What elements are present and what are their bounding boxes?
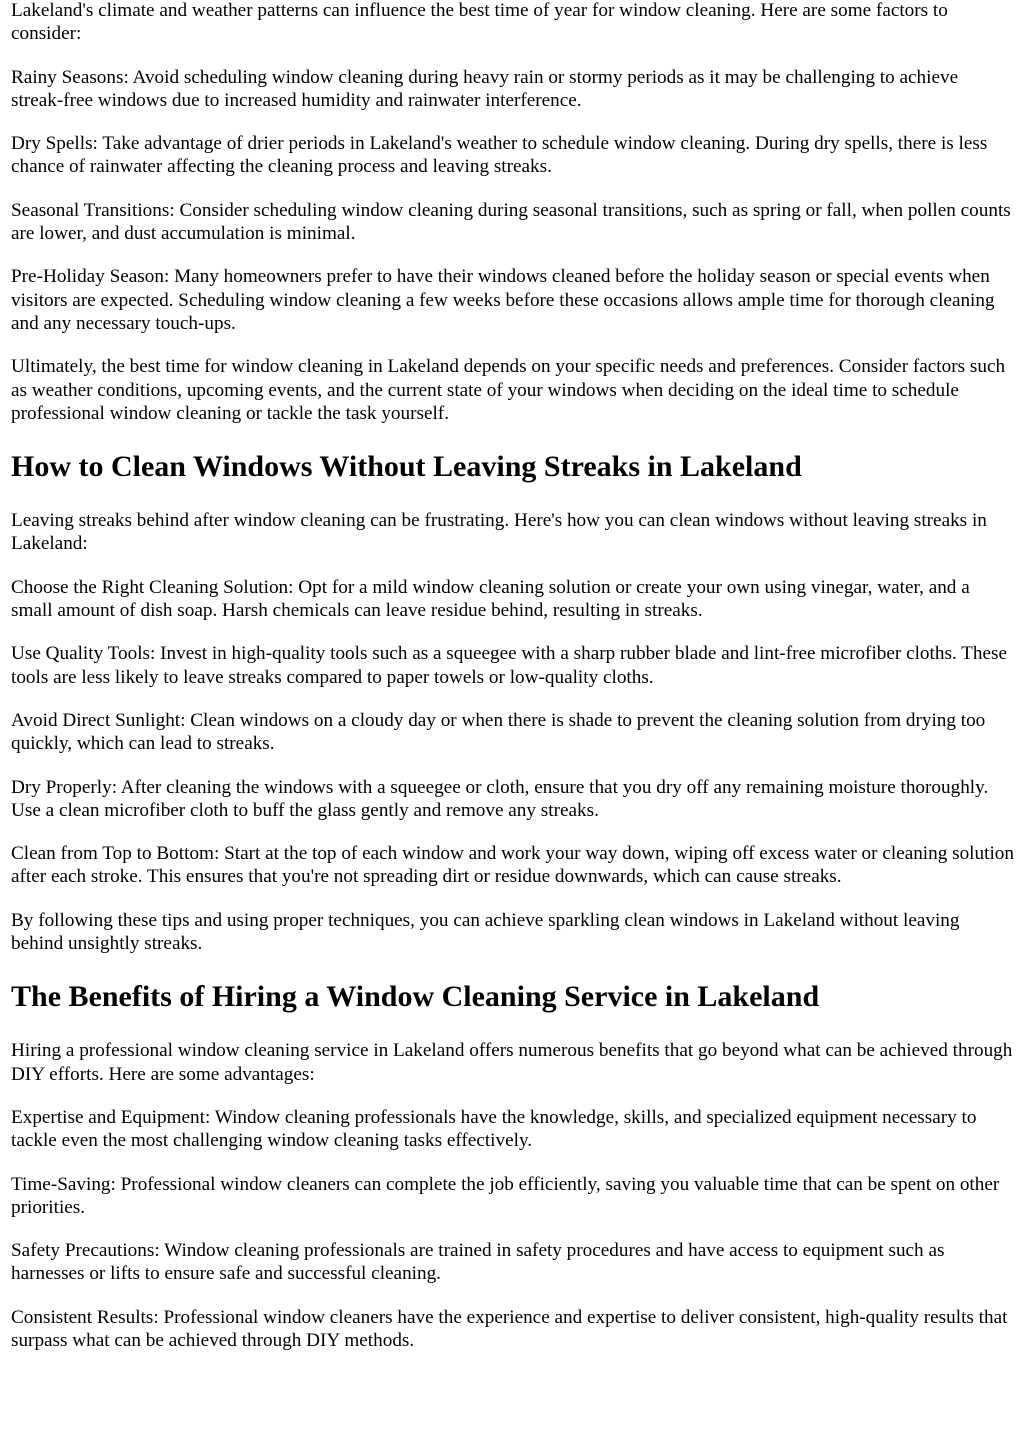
section-conclusion: Ultimately, the best time for window cleaning in Lakeland depends on your specific needs and preferences. Consider factors such as weather conditions, upcoming events, and the current state of your windows when deciding on the ideal time to schedule professional window cleaning or tackle the task yourself.	[11, 356, 1006, 424]
tip-avoid-sunlight: Avoid Direct Sunlight: Clean windows on a cloudy day or when there is shade to prevent the cleaning solution from drying too quickly, which can lead to streaks.	[11, 709, 986, 755]
tip-top-to-bottom: Clean from Top to Bottom: Start at the top of each window and work your way down, wiping off excess water or cleaning solution after each stroke. This ensures that you're not spreading dirt or residue downwards, which can cause streaks.	[11, 843, 1014, 888]
benefit-safety-precautions: Safety Precautions: Window cleaning professionals are trained in safety procedures and have access to equipment such as harnesses or lifts to ensure safe and successful cleaning.	[11, 1240, 945, 1285]
section-streaks	[11, 450, 1015, 955]
section-best-time	[11, 0, 1015, 425]
factor-seasonal-transitions: Seasonal Transitions: Consider scheduling window cleaning during seasonal transitions, such as spring or fall, when pollen counts are lower, and dust accumulation is minimal.	[11, 199, 1011, 245]
heading-clean-without-streaks: How to Clean Windows Without Leaving Streaks in Lakeland	[11, 450, 802, 484]
section-intro: Lakeland's climate and weather patterns can influence the best time of year for window cleaning. Here are some factors to consider:	[11, 0, 948, 45]
document-page	[11, 0, 1015, 1372]
benefit-expertise-equipment: Expertise and Equipment: Window cleaning professionals have the knowledge, skills, and specialized equipment necessary to tackle even the most challenging window cleaning tasks effectively.	[11, 1106, 977, 1152]
heading-benefits: The Benefits of Hiring a Window Cleaning Service in Lakeland	[11, 980, 820, 1014]
factor-rainy-seasons: Rainy Seasons: Avoid scheduling window cleaning during heavy rain or stormy periods as it may be challenging to achieve streak-free windows due to increased humidity and rainwater interference.	[11, 66, 959, 111]
benefit-time-saving: Time-Saving: Professional window cleaners can complete the job efficiently, saving you valuable time that can be spent on other priorities.	[11, 1173, 1000, 1218]
section-benefits	[11, 980, 1015, 1352]
benefit-consistent-results: Consistent Results: Professional window cleaners have the experience and expertise to deliver consistent, high-quality results that surpass what can be achieved through DIY methods.	[11, 1306, 1008, 1351]
tip-quality-tools: Use Quality Tools: Invest in high-quality tools such as a squeegee with a sharp rubber blade and lint-free microfiber cloths. These tools are less likely to leave streaks compared to paper towels or low-quality cloths.	[11, 643, 1007, 688]
section-intro: Leaving streaks behind after window cleaning can be frustrating. Here's how you can clean windows without leaving streaks in Lakeland:	[11, 510, 987, 555]
tip-dry-properly: Dry Properly: After cleaning the windows with a squeegee or cloth, ensure that you dry off any remaining moisture thoroughly. Use a clean microfiber cloth to buff the glass gently and remove any streaks.	[11, 776, 989, 821]
section-intro: Hiring a professional window cleaning service in Lakeland offers numerous benefits that go beyond what can be achieved through DIY efforts. Here are some advantages:	[11, 1040, 1013, 1085]
tip-cleaning-solution: Choose the Right Cleaning Solution: Opt for a mild window cleaning solution or create your own using vinegar, water, and a small amount of dish soap. Harsh chemicals can leave residue behind, resulting in streaks.	[11, 576, 970, 622]
factor-dry-spells: Dry Spells: Take advantage of drier periods in Lakeland's weather to schedule window cleaning. During dry spells, there is less chance of rainwater affecting the cleaning process and leaving streaks.	[11, 133, 988, 178]
factor-pre-holiday-season: Pre-Holiday Season: Many homeowners prefer to have their windows cleaned before the holiday season or special events when visitors are expected. Scheduling window cleaning a few weeks before these occasions allows ample time for thorough cleaning and any necessary touch-ups.	[11, 266, 995, 334]
section-conclusion: By following these tips and using proper techniques, you can achieve sparkling clean windows in Lakeland without leaving behind unsightly streaks.	[11, 909, 960, 955]
